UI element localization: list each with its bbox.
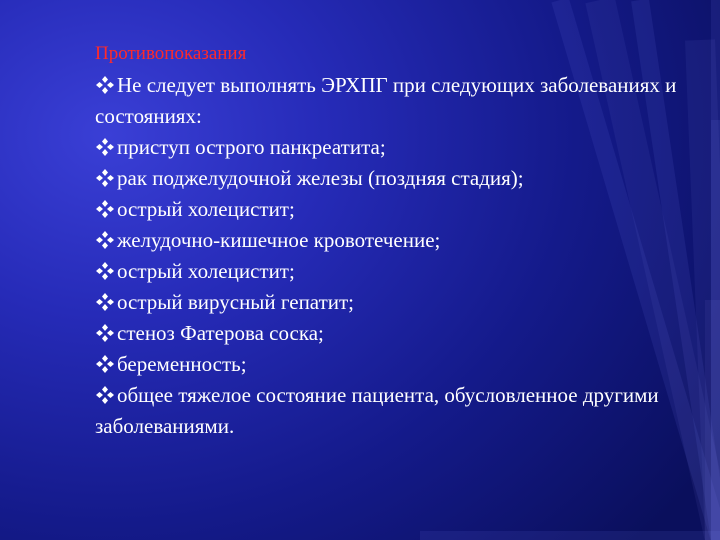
list-item [95,256,685,287]
list-item [95,349,685,380]
contraindications-list [95,70,685,442]
list-item [95,70,685,132]
list-item-text: острый вирусный гепатит; [117,290,355,314]
list-item-text: острый холецистит; [117,197,295,221]
diamond-bullet-icon [95,383,115,403]
diamond-bullet-icon [95,352,115,372]
list-item [95,132,685,163]
list-item-text: острый холецистит; [117,259,295,283]
list-item-text: стеноз Фатерова соска; [117,321,324,345]
slide-heading: Противопоказания [95,43,247,64]
diamond-bullet-icon [95,73,115,93]
list-item [95,194,685,225]
list-item-text: желудочно-кишечное кровотечение; [117,228,441,252]
list-item-text: приступ острого панкреатита; [117,135,386,159]
list-item-text: общее тяжелое состояние пациента, обусловленное другими заболеваниями. [95,383,659,438]
list-item [95,163,685,194]
diamond-bullet-icon [95,135,115,155]
list-item-text: рак поджелудочной железы (поздняя стадия); [117,166,524,190]
diamond-bullet-icon [95,166,115,186]
slide-content [95,40,685,442]
diamond-bullet-icon [95,290,115,310]
list-item-text: беременность; [117,352,247,376]
diamond-bullet-icon [95,228,115,248]
list-item [95,380,685,442]
diamond-bullet-icon [95,197,115,217]
list-item [95,225,685,256]
list-item [95,287,685,318]
diamond-bullet-icon [95,259,115,279]
list-item-text: Не следует выполнять ЭРХПГ при следующих заболеваниях и состояниях: [95,73,677,128]
diamond-bullet-icon [95,321,115,341]
list-item [95,318,685,349]
